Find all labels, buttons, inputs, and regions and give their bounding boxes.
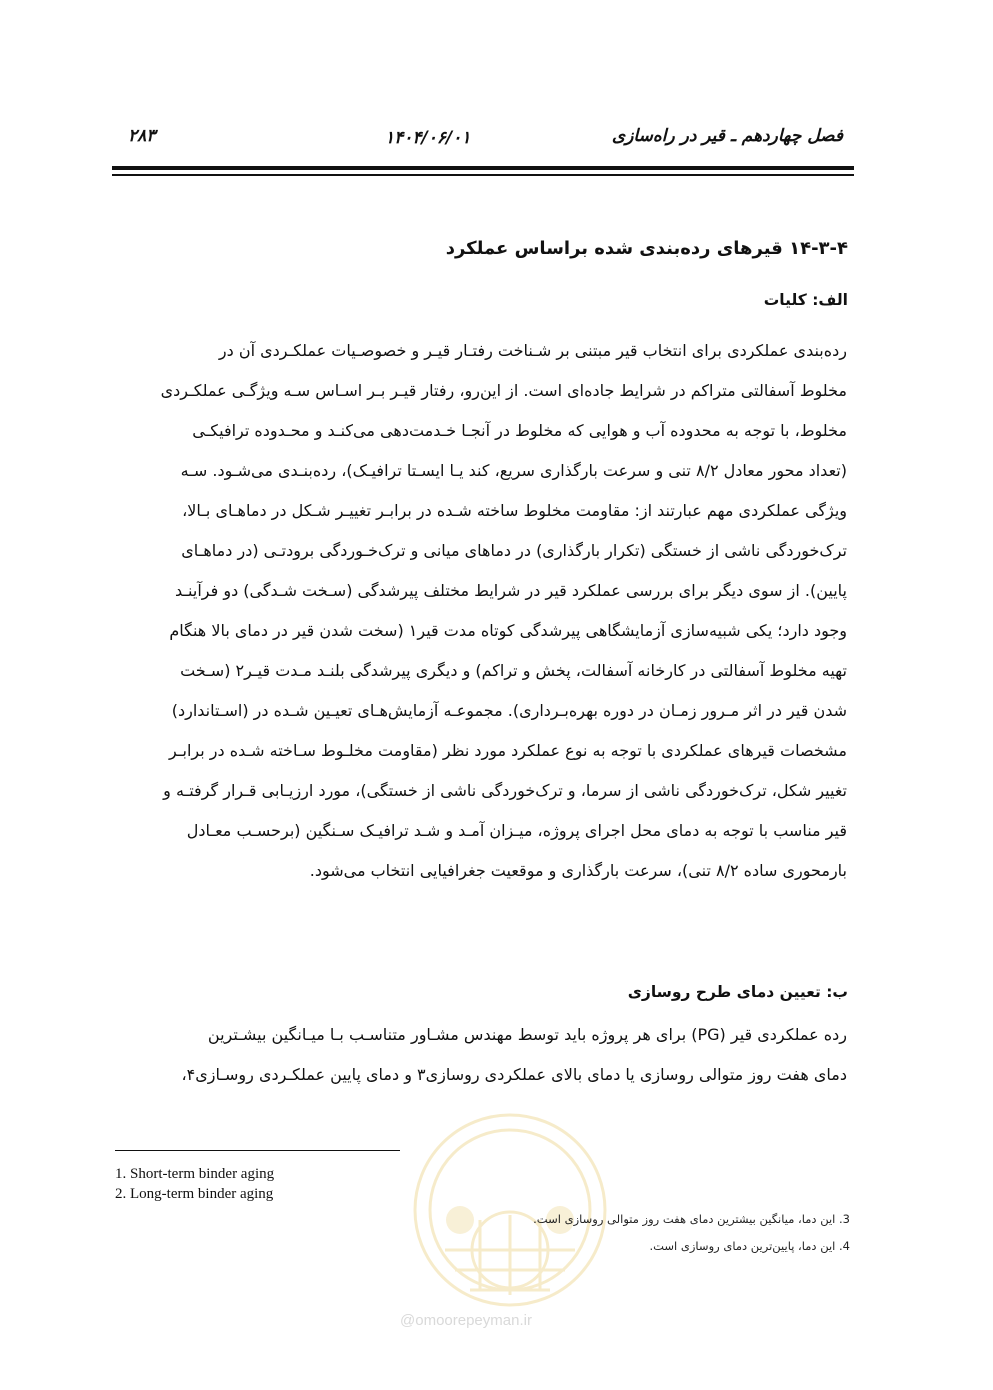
text-line: تهیه مخلوط آسفالتی در کارخانه آسفالت، پخش و تراکم) و دیگری پیرشدگی بلنـد مـدت قیـر۲ (سـخت — [180, 661, 847, 680]
footnote-3: 3. این دما، میانگین بیشترین دمای هفت روز متوالی روسازی است. — [533, 1212, 850, 1226]
footnote-2: 2. Long-term binder aging — [115, 1186, 274, 1202]
text-line: قیر مناسب با توجه به دمای محل اجرای پروژه، میـزان آمـد و شـد ترافیـک سـنگین (برحسـب معـادل — [186, 821, 847, 840]
text-line: مشخصات قیرهای عملکردی با توجه به نوع عملکرد مورد نظر (مقاومت مخلـوط سـاخته شـده در برابـر — [168, 741, 847, 760]
text-line: تغییر شکل، ترک‌خوردگی ناشی از سرما، و ترک‌خوردگی ناشی از خستگی)، مورد ارزیـابی قـرار گرفتـه و — [163, 781, 847, 800]
text-line: مخلوط آسفالتی متراکم در شرایط جاده‌ای است. از این‌رو، رفتار قیـر بـر اسـاس سـه ویژگـی عملکـردی — [160, 381, 847, 400]
watermark-site: @omoorepeyman.ir — [400, 1312, 532, 1329]
subsection-a-title: الف: کلیات — [763, 291, 848, 309]
text-line: رده عملکردی قیر (PG) برای هر پروژه باید توسط مهندس مشـاور متناسـب بـا میـانگین بیشـترین — [207, 1025, 847, 1044]
chapter-title: فصل چهاردهم ـ قیر در راه‌سازی — [611, 126, 843, 146]
paragraph-design-temperature — [115, 1015, 847, 1095]
header-rule-thick — [112, 166, 854, 170]
text-line: ویژگی عملکردی مهم عبارتند از: مقاومت مخلوط ساخته شـده در برابـر تغییـر شـکل در دماهـای بـالا، — [182, 501, 847, 520]
paragraph-overview — [115, 331, 847, 891]
page-number: ۲۸۳ — [128, 126, 156, 146]
text-line: شدن قیر در اثر مـرور زمـان در دوره بهره‌بـرداری). مجموعـه آزمایش‌هـای تعیـین شـده در (اسـتاندارد) — [171, 701, 847, 720]
text-line: پایین). از سوی دیگر برای بررسی عملکرد قیر در شرایط مختلف پیرشدگی (سـخت شـدگی) دو فرآینـد — [174, 581, 847, 600]
header-date: ۱۴۰۴/۰۶/۰۱ — [385, 128, 471, 148]
section-title: ۱۴-۳-۴ قیرهای رده‌بندی شده براساس عملکرد — [445, 238, 848, 259]
text-line: (تعداد محور معادل ۸/۲ تنی و سرعت بارگذاری سریع، کند یـا ایسـتا ترافیـک)، رده‌بنـدی می‌شـود. سـه — [180, 461, 847, 480]
text-line: رده‌بندی عملکردی برای انتخاب قیر مبتنی بر شـناخت رفتـار قیـر و خصوصـیات عملکـردی آن در — [218, 341, 847, 360]
text-line: دمای هفت روز متوالی روسازی یا دمای بالای عملکردی روسازی۳ و دمای پایین عملکـردی روسـازی۴، — [181, 1065, 847, 1084]
header-rule-thin — [112, 174, 854, 176]
text-line: ترک‌خوردگی ناشی از خستگی (تکرار بارگذاری) در دماهای میانی و ترک‌خـوردگی برودتـی (در دماهـای — [181, 541, 847, 560]
footnote-1: 1. Short-term binder aging — [115, 1166, 275, 1182]
text-line: مخلوط، با توجه به محدوده آب و هوایی که مخلوط در آنجـا خـدمت‌دهی می‌کنـد و محـدوده ترافیکـی — [192, 421, 847, 440]
footnote-rule — [115, 1150, 400, 1151]
subsection-b-title: ب: تعیین دمای طرح روسازی — [627, 983, 848, 1001]
text-line: وجود دارد؛ یکی شبیه‌سازی آزمایشگاهی پیرشدگی کوتاه مدت قیر۱ (سخت شدن قیر در دمای بالا هنگام — [169, 621, 847, 640]
footnote-4: 4. این دما، پایین‌ترین دمای روسازی است. — [649, 1239, 850, 1253]
text-line: بارمحوری ساده ۸/۲ تنی)، سرعت بارگذاری و موقعیت جغرافیایی انتخاب می‌شود. — [309, 861, 847, 880]
